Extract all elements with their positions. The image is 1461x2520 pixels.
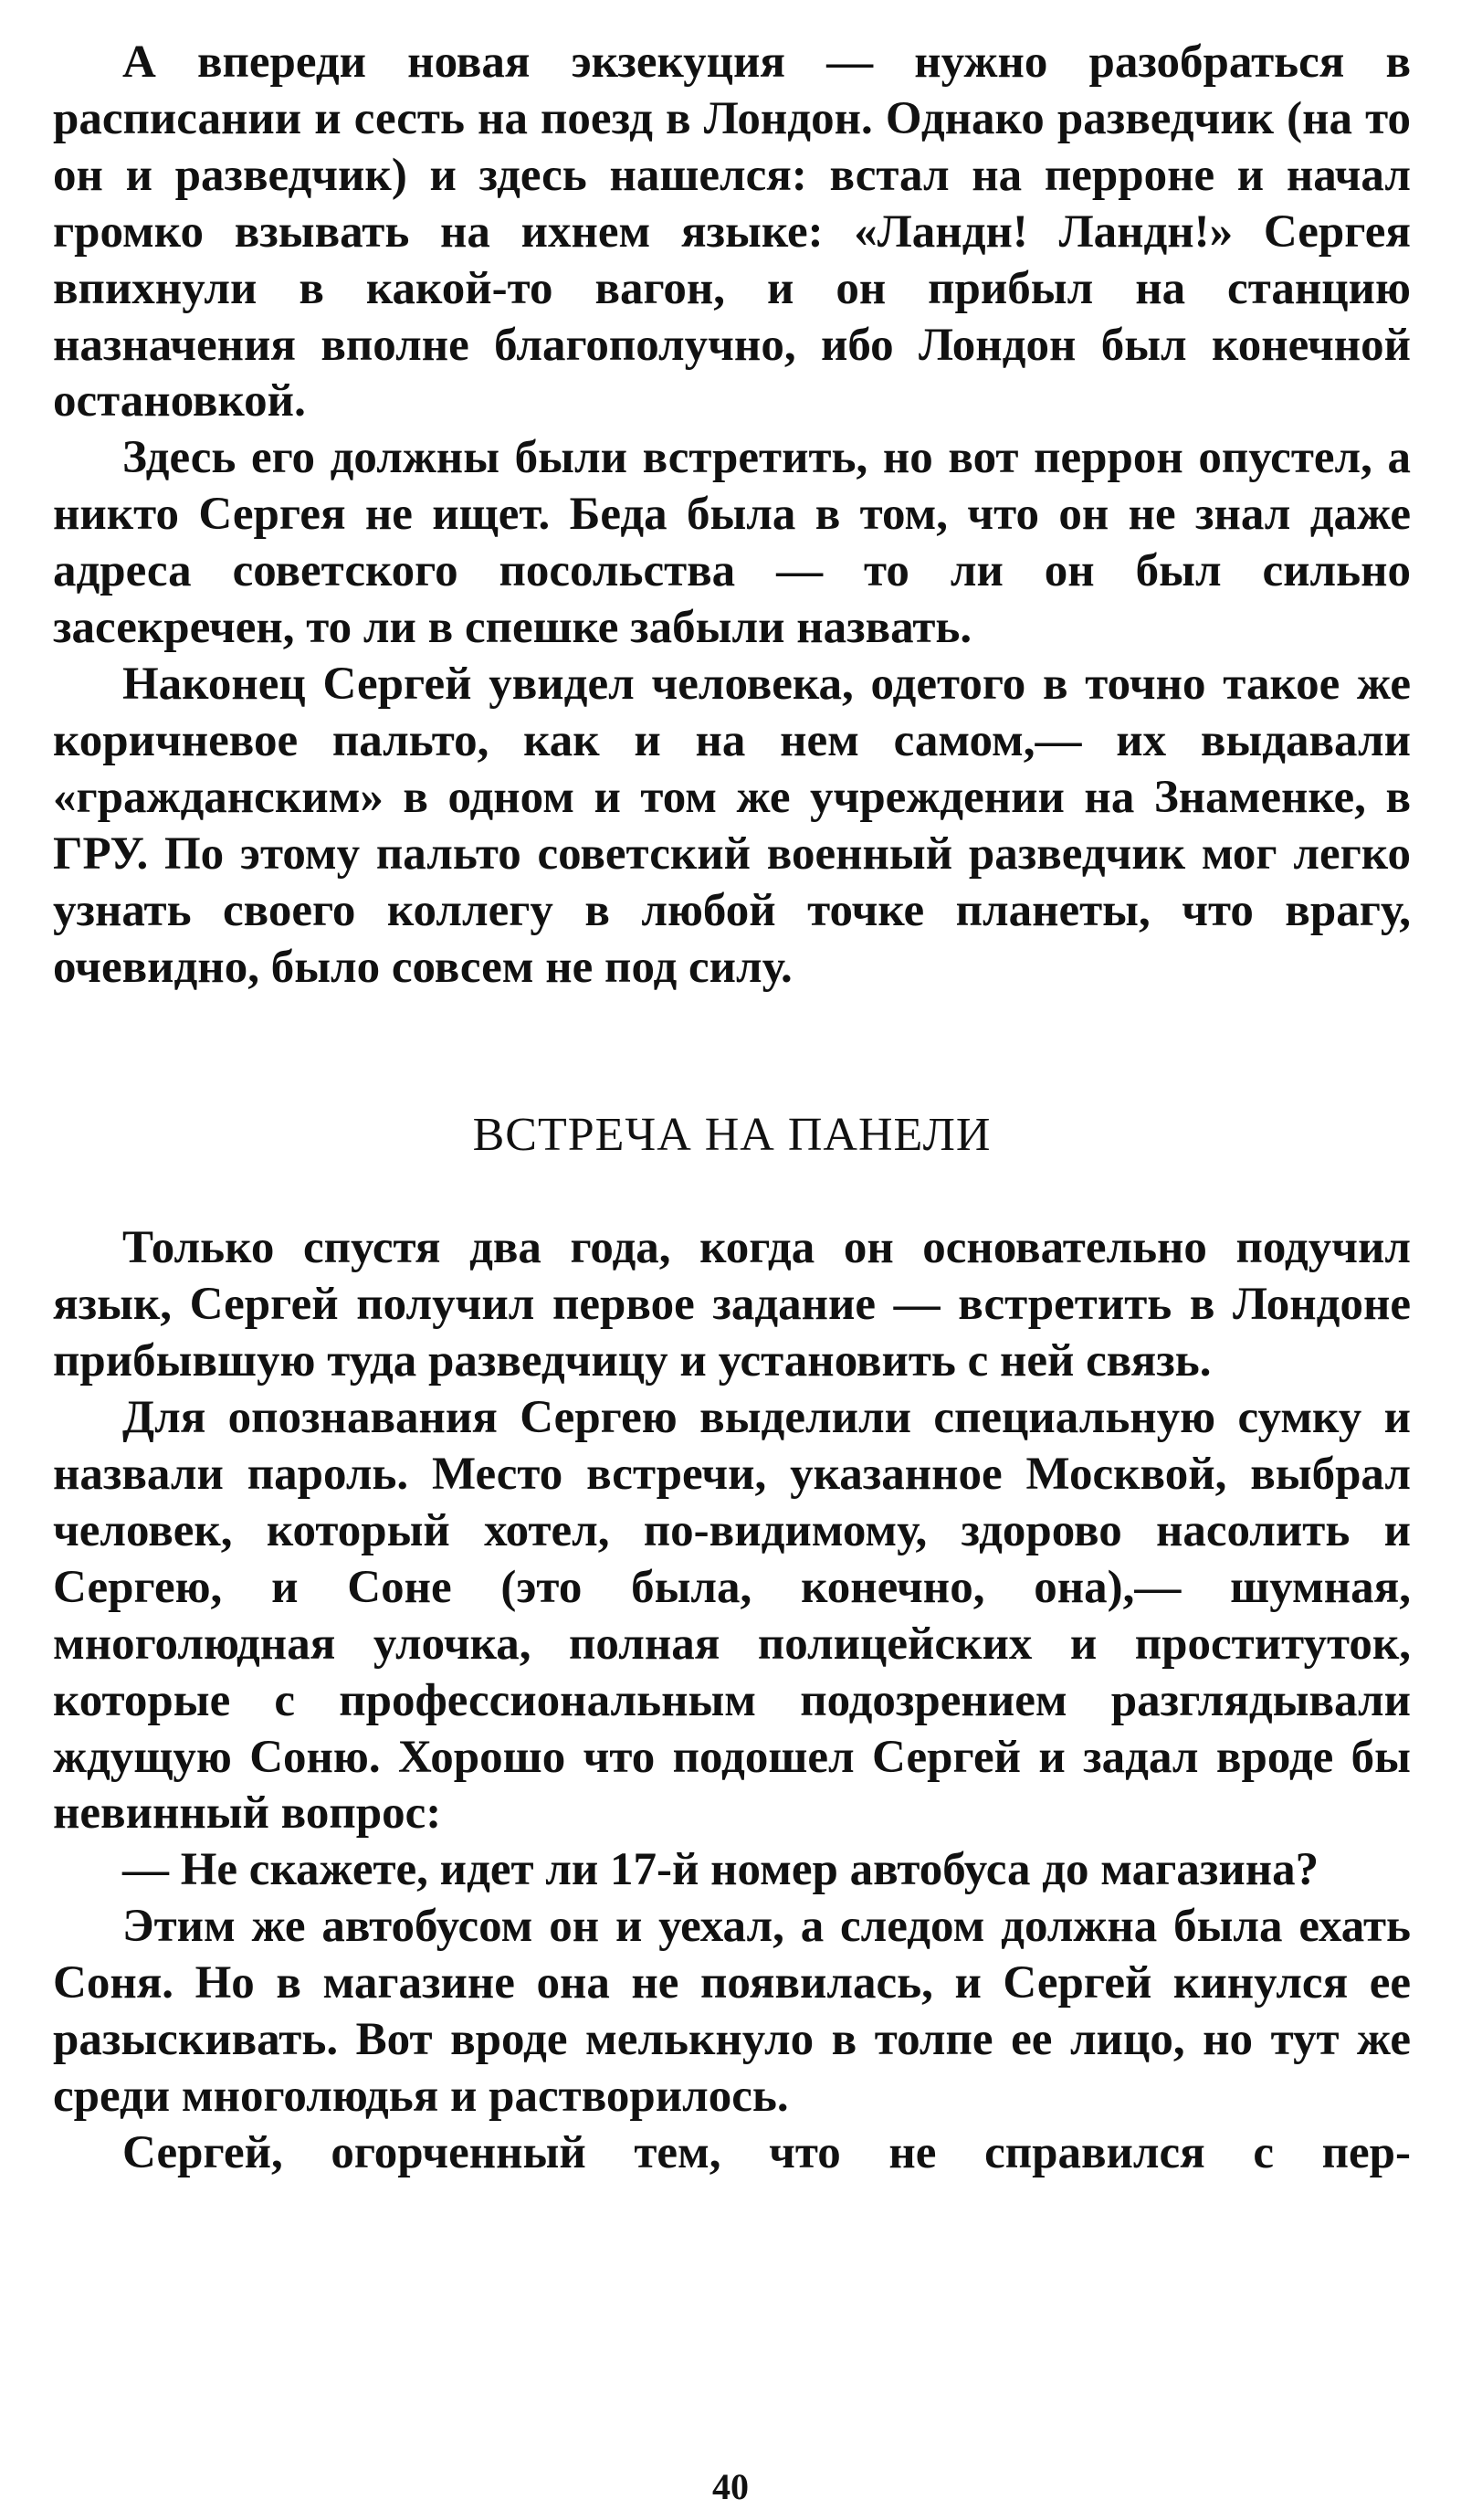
paragraph: Этим же автобусом он и уехал, а следом должна была ехать Соня. Но в магазине она не появилась, и Сергей кинулся ее разыскивать. Вот вроде мелькнуло в толпе ее лицо, но тут же среди многолюдья и растворилось. [53,1901,1411,2122]
paragraph: Для опознавания Сергею выделили специальную сумку и назвали пароль. Место встречи, указанное Москвой, выбрал человек, который хотел, по-видимому, здорово насолить и Сергею, и Соне (это была, конечно, она),— шумная, многолюдная улочка, полная полицейских и проституток, которые с профессиональным подозрением разглядывали ждущую Соню. Хорошо что подошел Сергей и задал вроде бы невинный вопрос: [53,1392,1411,1840]
page-text-column [53,35,1411,2182]
paragraph: Сергей, огорченный тем, что не справился с пер- [122,2126,1411,2178]
paragraph: Здесь его должны были встретить, но вот перрон опустел, а никто Сергея не ищет. Беда была в том, что он не знал даже адреса советского посольства — то ли он был сильно засекречен, то ли в спешке забыли назвать. [53,432,1411,654]
paragraph: Наконец Сергей увидел человека, одетого в точно такое же коричневое пальто, как и на нем самом,— их выдавали «гражданским» в одном и том же учреждении на Знаменке, в ГРУ. По этому пальто советский военный разведчик мог легко узнать своего коллегу в любой точке планеты, что врагу, очевидно, было совсем не под силу. [53,658,1411,993]
section-title: ВСТРЕЧА НА ПАНЕЛИ [472,1109,992,1162]
paragraph: — Не скажете, идет ли 17-й номер автобуса до магазина? [122,1844,1319,1896]
paragraph: А впереди новая экзекуция — нужно разобраться в расписании и сесть на поезд в Лондон. Однако разведчик (на то он и разведчик) и здесь нашелся: встал на перроне и начал громко взывать на ихнем языке: «Ландн! Ландн!» Сергея впихнули в какой-то вагон, и он прибыл на станцию назначения вполне благополучно, ибо Лондон был конечной остановкой. [53,37,1411,427]
paragraph: Только спустя два года, когда он основательно подучил язык, Сергей получил первое задание — встретить в Лондоне прибывшую туда разведчицу и установить с ней связь. [53,1222,1411,1387]
page-number: 40 [712,2466,749,2507]
